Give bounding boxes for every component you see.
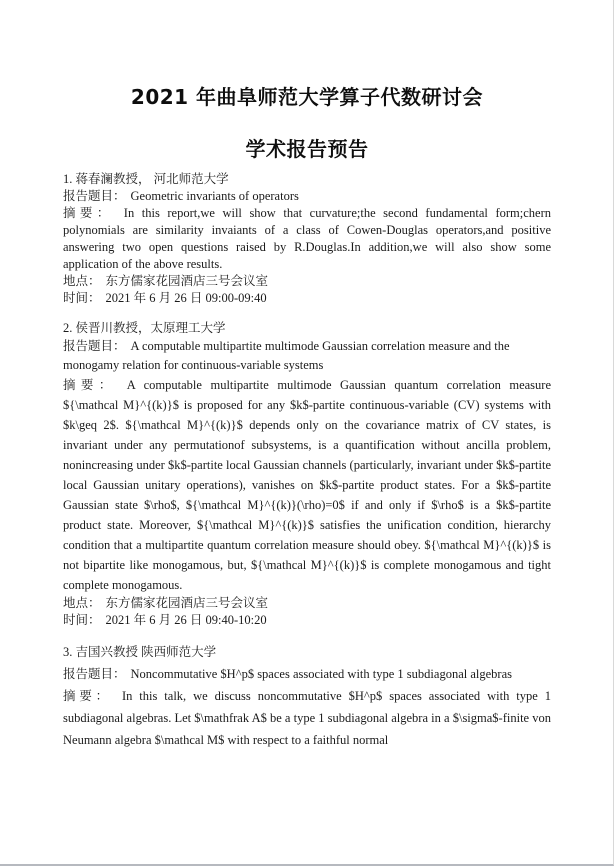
talk-list <box>63 171 551 751</box>
abstract-text: In this report,we will show that curvature;the second fundamental form;chern polynomials are similarity invaiants of a class of Cowen-Douglas operators,and positive answering two open questions raised by R.Douglas.In addition,we will also show some application of the above results. <box>63 206 551 271</box>
report-title: Noncommutative $H^p$ spaces associated with type 1 subdiagonal algebras <box>130 667 512 681</box>
speaker-line <box>63 171 551 188</box>
time-text: 2021 年 6 月 26 日 09:40-10:20 <box>105 613 267 627</box>
venue-line <box>63 273 551 290</box>
talk-section-3 <box>63 641 551 751</box>
time-label: 时间： <box>63 291 101 305</box>
speaker-line <box>63 641 551 663</box>
venue-label: 地点： <box>63 274 101 288</box>
report-title-line <box>63 337 551 375</box>
speaker-text: 2. 侯晋川教授，太原理工大学 <box>63 321 226 335</box>
venue-text: 东方儒家花园酒店三号会议室 <box>105 274 269 288</box>
time-text: 2021 年 6 月 26 日 09:00-09:40 <box>105 291 267 305</box>
venue-text: 东方儒家花园酒店三号会议室 <box>105 596 269 610</box>
speaker-text: 3. 吉国兴教授 陕西师范大学 <box>63 645 217 659</box>
speaker-text: 1. 蒋春澜教授， 河北师范大学 <box>63 172 229 186</box>
venue-label: 地点： <box>63 596 101 610</box>
document-subtitle: 学术报告预告 <box>245 137 369 161</box>
report-title-line <box>63 663 551 685</box>
abstract-label: 摘要： <box>63 206 114 220</box>
report-title: Geometric invariants of operators <box>130 189 299 203</box>
speaker-line <box>63 320 551 337</box>
abstract-text: A computable multipartite multimode Gaussian quantum correlation measure ${\mathcal M}^{(k)}$ is proposed for any $k$-partite continuous-variable (CV) systems with $k\geq 2$. ${\mathcal M}^{(k)}$ depends only on the covariance matrix of CV states, is invariant under any permutationof subsystems, is a quantification without ancilla problem, nonincreasing under $k$-partite local Gaussian channels (particularly, invariant under $k$-partite local Gaussian unitary operations), vanishes on $k$-partite product states. For a $k$-partite Gaussian state $\rho$, ${\mathcal M}^{(k)}(\rho)=0$ if and only if $\rho$ is a $k$-partite product state. Moreover, ${\mathcal M}^{(k)}$ satisfies the unification condition, hierarchy condition that a multipartite quantum correlation measure should obey. ${\mathcal M}^{(k)}$ is not bipartite like monogamous, but, ${\mathcal M}^{(k)}$ is complete monogamous and tight complete monogamous. <box>63 378 551 592</box>
venue-line <box>63 595 551 612</box>
talk-section-1 <box>63 171 551 307</box>
abstract-label: 摘要： <box>63 378 117 392</box>
abstract-paragraph <box>63 685 551 751</box>
abstract-label: 摘要： <box>63 689 112 703</box>
time-line <box>63 290 551 307</box>
report-title-label: 报告题目： <box>63 339 126 353</box>
abstract-text: In this talk, we discuss noncommutative $H^p$ spaces associated with type 1 subdiagonal algebras. Let $\mathfrak A$ be a type 1 subdiagonal algebra in a $\sigma$-finite von Neumann algebra $\mathcal M$ with respect to a faithful normal <box>63 689 551 747</box>
report-title-line <box>63 188 551 205</box>
report-title: A computable multipartite multimode Gaussian correlation measure and the monogamy relation for continuous-variable systems <box>63 339 510 372</box>
abstract-paragraph <box>63 375 551 595</box>
abstract-paragraph <box>63 205 551 273</box>
time-label: 时间： <box>63 613 101 627</box>
report-title-label: 报告题目： <box>63 189 126 203</box>
report-title-label: 报告题目： <box>63 667 126 681</box>
talk-section-2 <box>63 320 551 629</box>
conference-title: 2021 年曲阜师范大学算子代数研讨会 <box>130 85 484 109</box>
time-line <box>63 612 551 629</box>
